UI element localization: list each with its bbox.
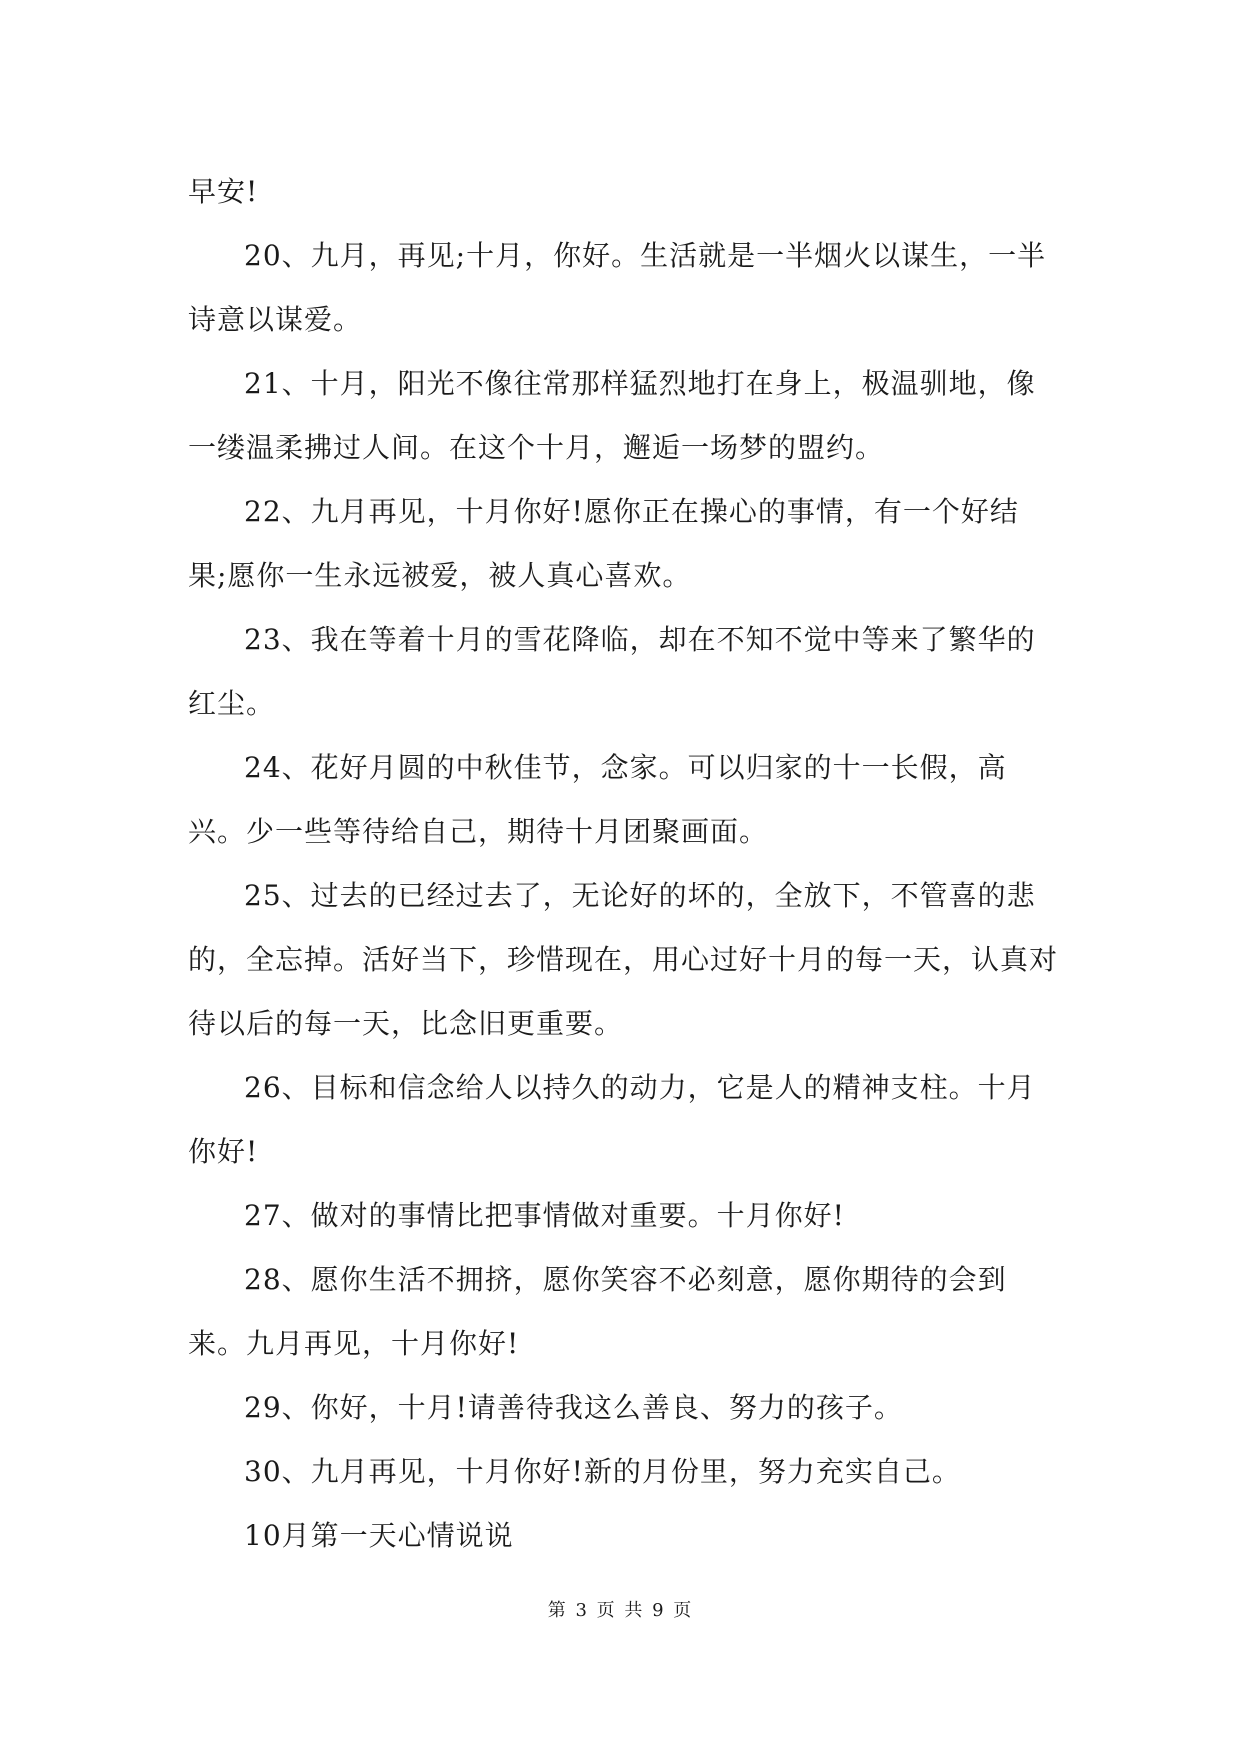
section-heading: 10月第一天心情说说 <box>244 1519 514 1552</box>
paragraph-item-24: 24、花好月圆的中秋佳节，念家。可以归家的十一长假，高兴。少一些等待给自己，期待十月团聚画面。 <box>188 751 1007 848</box>
page-number-footer: 第 3 页 共 9 页 <box>547 1600 694 1621</box>
paragraph-item-30: 30、九月再见，十月你好!新的月份里，努力充实自己。 <box>244 1455 961 1488</box>
paragraph-greeting: 早安! <box>188 175 259 208</box>
paragraph-item-28: 28、愿你生活不拥挤，愿你笑容不必刻意，愿你期待的会到来。九月再见，十月你好! <box>188 1263 1007 1360</box>
paragraph-item-23: 23、我在等着十月的雪花降临，却在不知不觉中等来了繁华的红尘。 <box>188 623 1036 720</box>
paragraph-item-25: 25、过去的已经过去了，无论好的坏的，全放下，不管喜的悲的，全忘掉。活好当下，珍惜现在，用心过好十月的每一天，认真对待以后的每一天，比念旧更重要。 <box>188 879 1059 1040</box>
paragraph-item-21: 21、十月，阳光不像往常那样猛烈地打在身上，极温驯地，像一缕温柔拂过人间。在这个十月，邂逅一场梦的盟约。 <box>188 367 1036 464</box>
paragraph-item-26: 26、目标和信念给人以持久的动力，它是人的精神支柱。十月你好! <box>188 1071 1036 1168</box>
paragraph-item-22: 22、九月再见，十月你好!愿你正在操心的事情，有一个好结果;愿你一生永远被爱，被人真心喜欢。 <box>188 495 1019 592</box>
paragraph-item-27: 27、做对的事情比把事情做对重要。十月你好! <box>244 1199 845 1232</box>
paragraph-item-20: 20、九月，再见;十月，你好。生活就是一半烟火以谋生，一半诗意以谋爱。 <box>188 239 1047 336</box>
document-body <box>188 160 1058 1568</box>
paragraph-item-29: 29、你好，十月!请善待我这么善良、努力的孩子。 <box>244 1391 903 1424</box>
